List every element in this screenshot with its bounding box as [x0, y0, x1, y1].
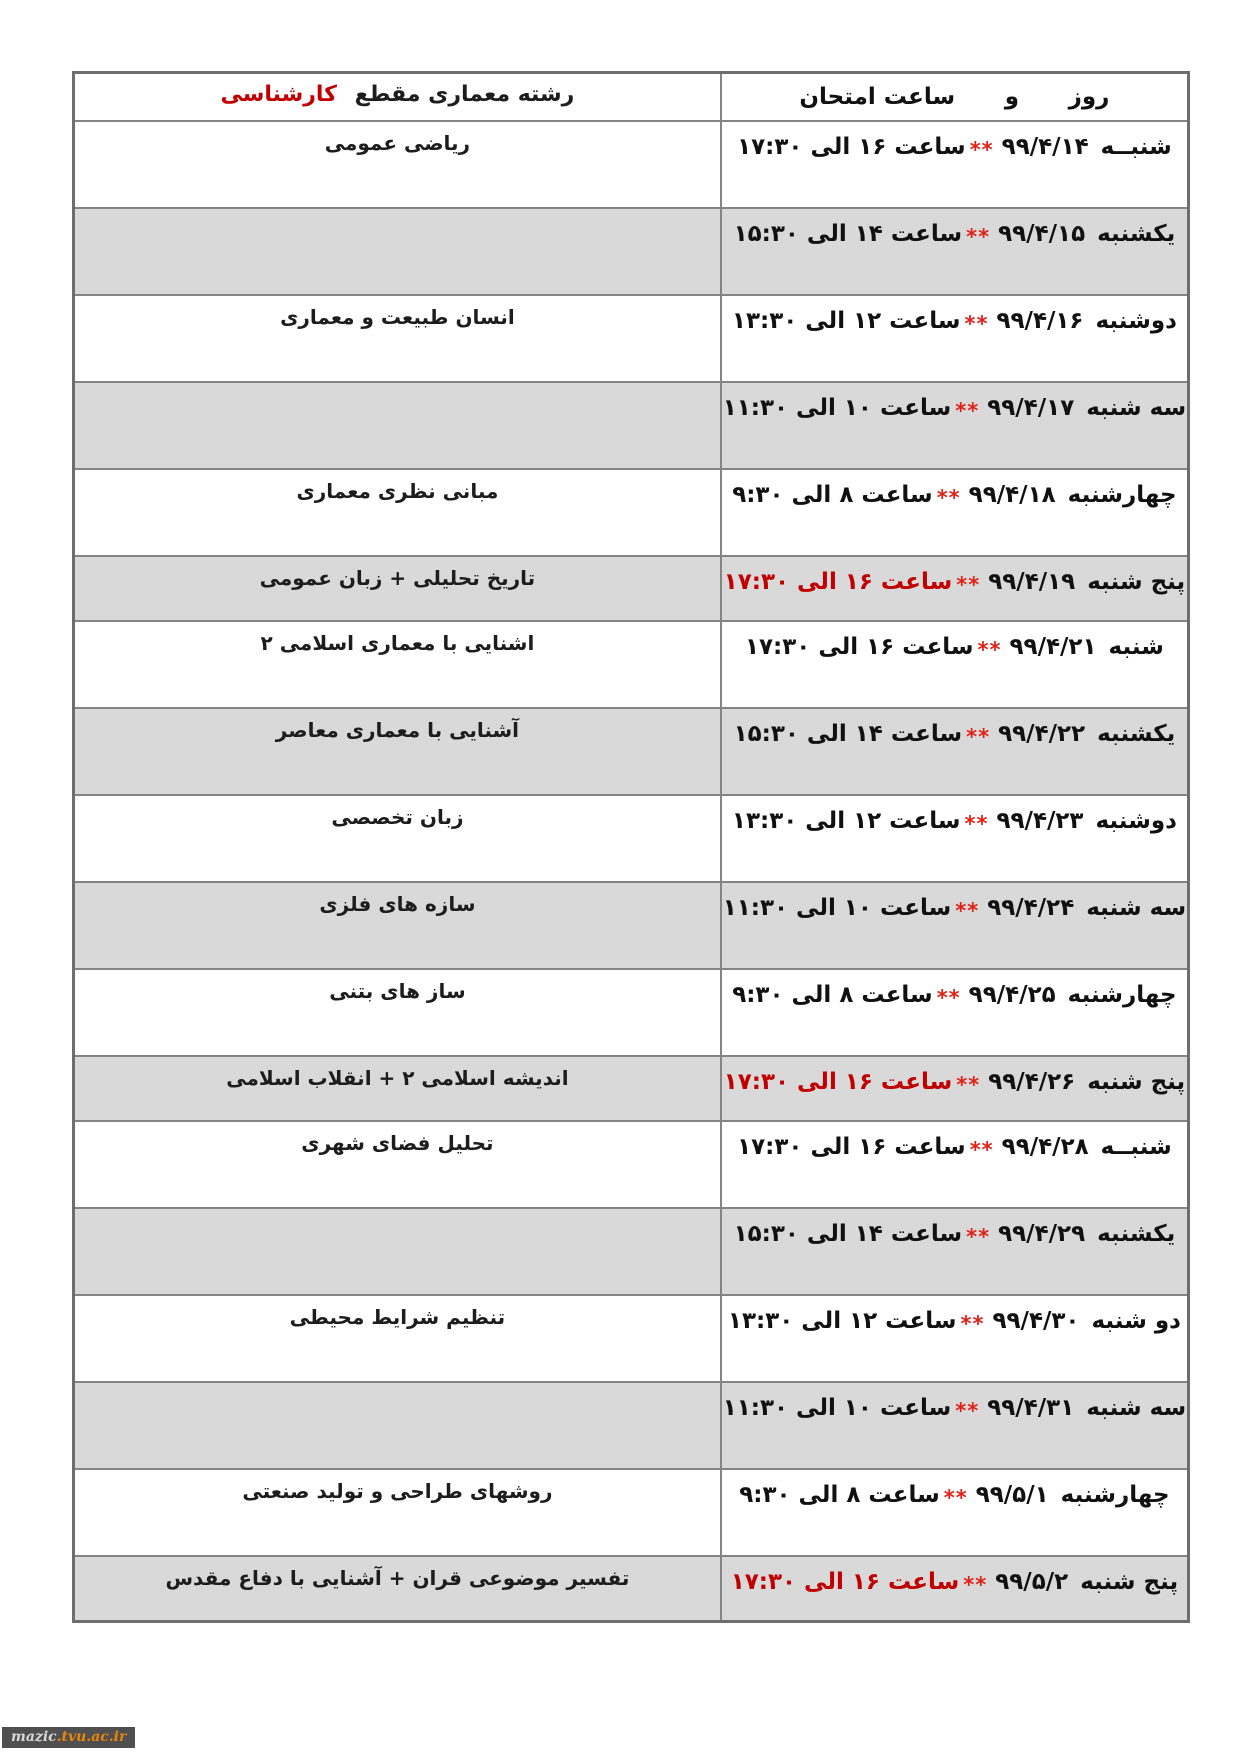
exam-date: ۹۹/۴/۲۳: [996, 808, 1084, 834]
header-course-title-black: رشته معماری مقطع: [354, 82, 575, 107]
exam-day: پنج شنبه: [1087, 569, 1186, 595]
exam-time: ساعت ۱۶ الی ۱۷:۳۰: [737, 1134, 966, 1160]
course-cell: [75, 122, 720, 207]
exam-date: ۹۹/۴/۳۱: [987, 1395, 1075, 1421]
asterisks-marker: **: [943, 1486, 968, 1510]
asterisks-marker: **: [963, 1573, 988, 1597]
header-time-word: ساعت امتحان: [799, 84, 956, 110]
course-cell: [75, 883, 720, 968]
course-name: ریاضی عمومی: [324, 131, 471, 155]
course-name: تنظیم شرایط محیطی: [289, 1305, 506, 1329]
exam-date: ۹۹/۴/۲۲: [998, 721, 1086, 747]
exam-time: ساعت ۸ الی ۹:۳۰: [739, 1482, 940, 1508]
exam-date: ۹۹/۴/۲۴: [987, 895, 1075, 921]
watermark-badge: [2, 1727, 135, 1748]
course-cell: [75, 796, 720, 881]
exam-time: ساعت ۱۰ الی ۱۱:۳۰: [722, 395, 952, 421]
course-name: آشنایی با معماری معاصر: [275, 718, 520, 742]
table-row: [75, 1381, 1187, 1468]
asterisks-marker: **: [955, 899, 980, 923]
exam-date: ۹۹/۴/۲۶: [988, 1069, 1076, 1095]
exam-time: ساعت ۱۲ الی ۱۳:۳۰: [731, 808, 961, 834]
exam-day: دو شنبه: [1091, 1308, 1181, 1334]
exam-datetime-cell: [720, 1470, 1187, 1555]
course-name: زبان تخصصی: [331, 805, 464, 829]
asterisks-marker: **: [936, 986, 961, 1010]
exam-date: ۹۹/۴/۱۸: [968, 482, 1056, 508]
exam-datetime-cell: [720, 1557, 1187, 1620]
asterisks-marker: **: [966, 725, 991, 749]
exam-datetime-cell: [720, 796, 1187, 881]
asterisks-marker: **: [966, 225, 991, 249]
exam-datetime-cell: [720, 622, 1187, 707]
course-name: ساز های بتنی: [329, 979, 466, 1003]
course-cell: [75, 557, 720, 620]
exam-day: دوشنبه: [1095, 308, 1177, 334]
exam-time: ساعت ۱۲ الی ۱۳:۳۰: [731, 308, 961, 334]
exam-datetime-cell: [720, 1296, 1187, 1381]
exam-time: ساعت ۱۶ الی ۱۷:۳۰: [730, 1569, 960, 1595]
exam-time: ساعت ۱۶ الی ۱۷:۳۰: [737, 134, 966, 160]
table-row: [75, 555, 1187, 620]
asterisks-marker: **: [936, 486, 961, 510]
asterisks-marker: **: [977, 638, 1002, 662]
asterisks-marker: **: [955, 1399, 980, 1423]
course-name: سازه های فلزی: [319, 892, 476, 916]
course-cell: [75, 1557, 720, 1620]
exam-datetime-cell: [720, 470, 1187, 555]
exam-time: ساعت ۱۶ الی ۱۷:۳۰: [723, 1069, 953, 1095]
exam-time: ساعت ۱۴ الی ۱۵:۳۰: [733, 221, 963, 247]
course-cell: [75, 1296, 720, 1381]
course-name: اشنایی با معماری اسلامی ۲: [260, 631, 535, 655]
table-row: [75, 1207, 1187, 1294]
exam-date: ۹۹/۴/۱۷: [987, 395, 1075, 421]
exam-date: ۹۹/۴/۲۵: [968, 982, 1056, 1008]
exam-time: ساعت ۱۰ الی ۱۱:۳۰: [722, 1395, 952, 1421]
table-row: [75, 294, 1187, 381]
exam-time: ساعت ۱۲ الی ۱۳:۳۰: [727, 1308, 957, 1334]
course-cell: [75, 1470, 720, 1555]
asterisks-marker: **: [955, 399, 980, 423]
course-name: انسان طبیعت و معماری: [280, 305, 515, 329]
table-row: [75, 468, 1187, 555]
exam-datetime-cell: [720, 383, 1187, 468]
course-name: تفسیر موضوعی قران + آشنایی با دفاع مقدس: [165, 1566, 630, 1590]
table-row: [75, 381, 1187, 468]
header-course-title-red: کارشناسی: [220, 82, 337, 107]
exam-day: یکشنبه: [1097, 721, 1176, 747]
exam-time: ساعت ۸ الی ۹:۳۰: [732, 982, 933, 1008]
table-row: [75, 1468, 1187, 1555]
table-row: [75, 881, 1187, 968]
course-cell: [75, 1057, 720, 1120]
asterisks-marker: **: [969, 138, 994, 162]
exam-datetime-cell: [720, 209, 1187, 294]
course-cell: [75, 1383, 720, 1468]
exam-day: شنبه: [1108, 634, 1164, 660]
exam-time: ساعت ۱۶ الی ۱۷:۳۰: [744, 634, 974, 660]
exam-date: ۹۹/۵/۲: [995, 1569, 1069, 1595]
exam-time: ساعت ۸ الی ۹:۳۰: [732, 482, 933, 508]
exam-day: چهارشنبه: [1067, 482, 1177, 508]
table-row: [75, 120, 1187, 207]
course-name: مبانی نظری معماری: [296, 479, 499, 503]
exam-day: شنبــه: [1100, 1134, 1172, 1160]
course-name: تاریخ تحلیلی + زبان عمومی: [259, 566, 536, 590]
exam-date: ۹۹/۴/۲۸: [1001, 1134, 1089, 1160]
exam-datetime-cell: [720, 883, 1187, 968]
exam-day: پنج شنبه: [1087, 1069, 1186, 1095]
table-row: [75, 707, 1187, 794]
exam-day: دوشنبه: [1095, 808, 1177, 834]
exam-day: یکشنبه: [1097, 1221, 1176, 1247]
table-row: [75, 1055, 1187, 1120]
watermark-domain: .tvu.ac.ir: [56, 1729, 127, 1745]
asterisks-marker: **: [969, 1138, 994, 1162]
course-cell: [75, 470, 720, 555]
course-cell: [75, 709, 720, 794]
table-row: [75, 1120, 1187, 1207]
exam-day: شنبــه: [1100, 134, 1172, 160]
exam-time: ساعت ۱۰ الی ۱۱:۳۰: [722, 895, 952, 921]
asterisks-marker: **: [966, 1225, 991, 1249]
table-row: [75, 207, 1187, 294]
exam-date: ۹۹/۴/۲۱: [1009, 634, 1097, 660]
exam-date: ۹۹/۴/۱۶: [996, 308, 1084, 334]
course-name: روشهای طراحی و تولید صنعتی: [242, 1479, 553, 1503]
table-row: [75, 620, 1187, 707]
watermark-site: mazic: [11, 1729, 57, 1745]
exam-day: پنج شنبه: [1080, 1569, 1179, 1595]
exam-datetime-cell: [720, 296, 1187, 381]
asterisks-marker: **: [964, 812, 989, 836]
exam-date: ۹۹/۴/۱۵: [998, 221, 1086, 247]
course-cell: [75, 1209, 720, 1294]
header-and-word: و: [1004, 84, 1019, 110]
exam-date: ۹۹/۵/۱: [975, 1482, 1049, 1508]
exam-schedule-table: [72, 71, 1190, 1623]
exam-date: ۹۹/۴/۳۰: [992, 1308, 1080, 1334]
exam-datetime-cell: [720, 122, 1187, 207]
exam-datetime-cell: [720, 1057, 1187, 1120]
table-row: [75, 1294, 1187, 1381]
exam-day: چهارشنبه: [1067, 982, 1177, 1008]
exam-day: یکشنبه: [1097, 221, 1176, 247]
asterisks-marker: **: [964, 312, 989, 336]
course-name: تحلیل فضای شهری: [301, 1131, 494, 1155]
exam-day: سه شنبه: [1086, 1395, 1187, 1421]
course-cell: [75, 383, 720, 468]
table-row: [75, 968, 1187, 1055]
exam-time: ساعت ۱۶ الی ۱۷:۳۰: [723, 569, 953, 595]
header-day-word: روز: [1068, 84, 1110, 110]
course-cell: [75, 209, 720, 294]
header-daytime-column: [720, 74, 1187, 120]
exam-day: چهارشنبه: [1060, 1482, 1170, 1508]
exam-datetime-cell: [720, 1383, 1187, 1468]
exam-day: سه شنبه: [1086, 895, 1187, 921]
header-course-column: [75, 74, 720, 120]
asterisks-marker: **: [956, 1073, 981, 1097]
exam-datetime-cell: [720, 557, 1187, 620]
exam-time: ساعت ۱۴ الی ۱۵:۳۰: [733, 721, 963, 747]
course-name: اندیشه اسلامی ۲ + انقلاب اسلامی: [226, 1066, 569, 1090]
table-row: [75, 794, 1187, 881]
asterisks-marker: **: [960, 1312, 985, 1336]
exam-datetime-cell: [720, 970, 1187, 1055]
exam-datetime-cell: [720, 709, 1187, 794]
course-cell: [75, 1122, 720, 1207]
course-cell: [75, 622, 720, 707]
exam-time: ساعت ۱۴ الی ۱۵:۳۰: [733, 1221, 963, 1247]
table-row: [75, 1555, 1187, 1620]
asterisks-marker: **: [956, 573, 981, 597]
header-row: [75, 74, 1187, 120]
course-cell: [75, 970, 720, 1055]
course-cell: [75, 296, 720, 381]
exam-date: ۹۹/۴/۱۴: [1001, 134, 1089, 160]
exam-datetime-cell: [720, 1209, 1187, 1294]
exam-datetime-cell: [720, 1122, 1187, 1207]
exam-date: ۹۹/۴/۱۹: [988, 569, 1076, 595]
exam-day: سه شنبه: [1086, 395, 1187, 421]
exam-date: ۹۹/۴/۲۹: [998, 1221, 1086, 1247]
